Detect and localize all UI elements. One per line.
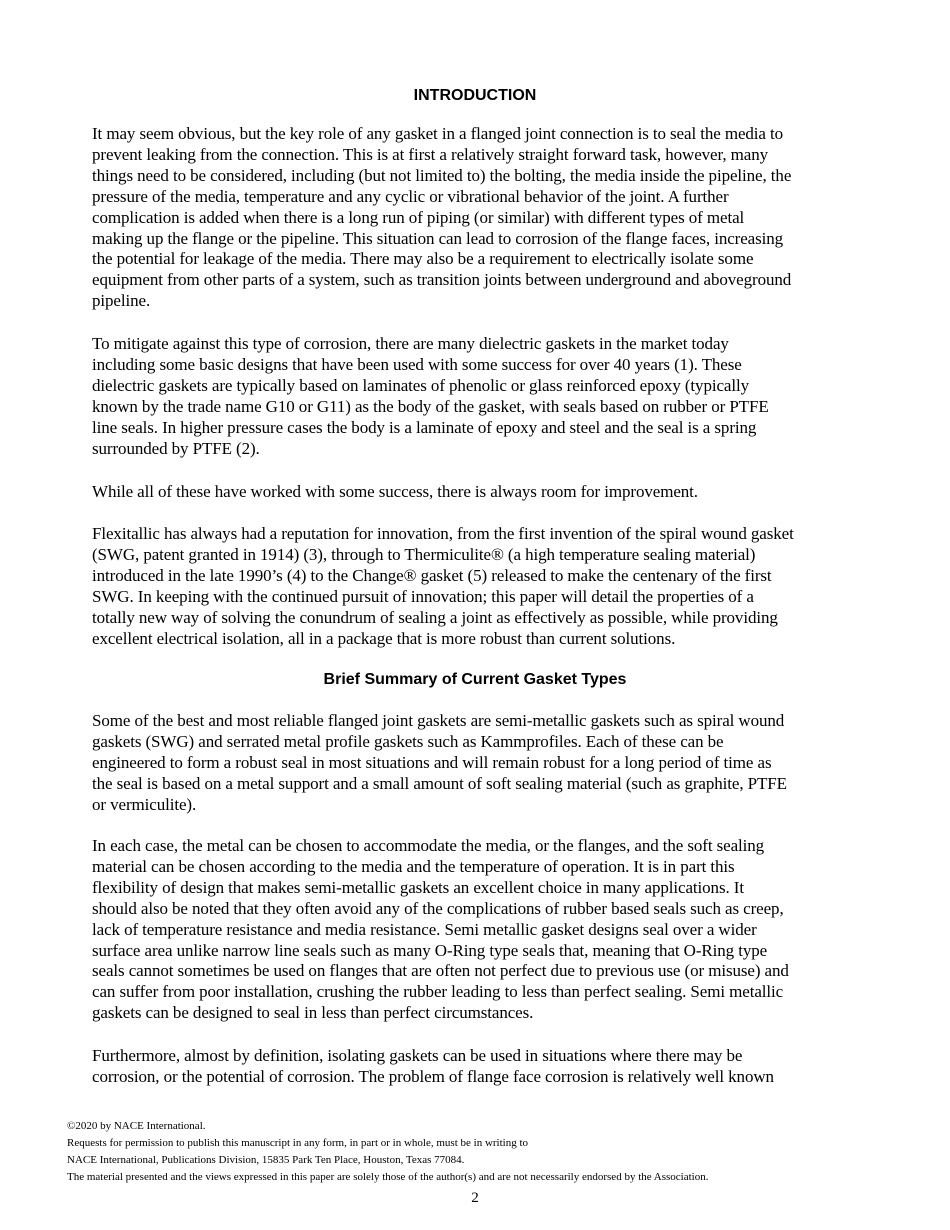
page-number: 2 <box>471 1190 479 1206</box>
paragraph-isolating-gaskets: Furthermore, almost by definition, isolating gaskets can be used in situations where there may be corrosion, or the potential of corrosion. The problem of flange face corrosion is relatively well known <box>92 1046 774 1086</box>
footer-disclaimer: The material presented and the views expressed in this paper are solely those of the author(s) and are not necessarily endorsed by the Association. <box>67 1171 709 1183</box>
section-heading-introduction: INTRODUCTION <box>413 87 537 104</box>
section-heading-summary: Brief Summary of Current Gasket Types <box>323 671 627 688</box>
footer-address: NACE International, Publications Division, 15835 Park Ten Place, Houston, Texas 77084. <box>67 1154 465 1166</box>
paragraph-gasket-role: It may seem obvious, but the key role of any gasket in a flanged joint connection is to seal the media to prevent leaking from the connection. This is at first a relatively straight forward task, however, many things need to be considered, including (but not limited to) the bolting, the media inside the pipeline, the pressure of the media, temperature and any cyclic or vibrational behavior of the joint. A further complication is added when there is a long run of piping (or similar) with different types of metal making up the flange or the pipeline. This situation can lead to corrosion of the flange faces, increasing the potential for leakage of the media. There may also be a requirement to electrically isolate some equipment from other parts of a system, such as transition joints between underground and aboveground pipeline. <box>92 124 792 311</box>
paragraph-room-for-improvement: While all of these have worked with some success, there is always room for improvement. <box>92 482 698 501</box>
paragraph-dielectric-gaskets: To mitigate against this type of corrosion, there are many dielectric gaskets in the market today including some basic designs that have been used with some success for over 40 years (1). These dielectric gaskets are typically based on laminates of phenolic or glass reinforced epoxy (typically known by the trade name G10 or G11) as the body of the gasket, with seals based on rubber or PTFE line seals. In higher pressure cases the body is a laminate of epoxy and steel and the seal is a spring surrounded by PTFE (2). <box>92 334 769 458</box>
footer-copyright: ©2020 by NACE International. <box>67 1120 206 1132</box>
footer-permission: Requests for permission to publish this manuscript in any form, in part or in whole, must be in writing to <box>67 1137 529 1149</box>
paragraph-semi-metallic-gaskets: Some of the best and most reliable flanged joint gaskets are semi-metallic gaskets such as spiral wound gaskets (SWG) and serrated metal profile gaskets such as Kammprofiles. Each of these can be engineered to form a robust seal in most situations and will remain robust for a long period of time as the seal is based on a metal support and a small amount of soft sealing material (such as graphite, PTFE or vermiculite). <box>92 711 787 814</box>
paragraph-metal-selection: In each case, the metal can be chosen to accommodate the media, or the flanges, and the soft sealing material can be chosen according to the media and the temperature of operation. It is in part this flexibility of design that makes semi-metallic gaskets an excellent choice in many applications. It should also be noted that they often avoid any of the complications of rubber based seals such as creep, lack of temperature resistance and media resistance. Semi metallic gasket designs seal over a wider surface area unlike narrow line seals such as many O-Ring type seals that, meaning that O-Ring type seals cannot sometimes be used on flanges that are often not perfect due to previous use (or misuse) and can suffer from poor installation, crushing the rubber leading to less than perfect sealing. Semi metallic gaskets can be designed to seal in less than perfect circumstances. <box>92 836 789 1023</box>
page-footer <box>67 1118 887 1186</box>
paragraph-flexitallic-innovation: Flexitallic has always had a reputation for innovation, from the first invention of the spiral wound gasket (SWG, patent granted in 1914) (3), through to Thermiculite® (a high temperature sealing material) introduced in the late 1990’s (4) to the Change® gasket (5) released to make the centenary of the first SWG. In keeping with the continued pursuit of innovation; this paper will detail the properties of a totally new way of solving the conundrum of sealing a joint as effectively as possible, while providing excellent electrical isolation, all in a package that is more robust than current solutions. <box>92 524 794 648</box>
